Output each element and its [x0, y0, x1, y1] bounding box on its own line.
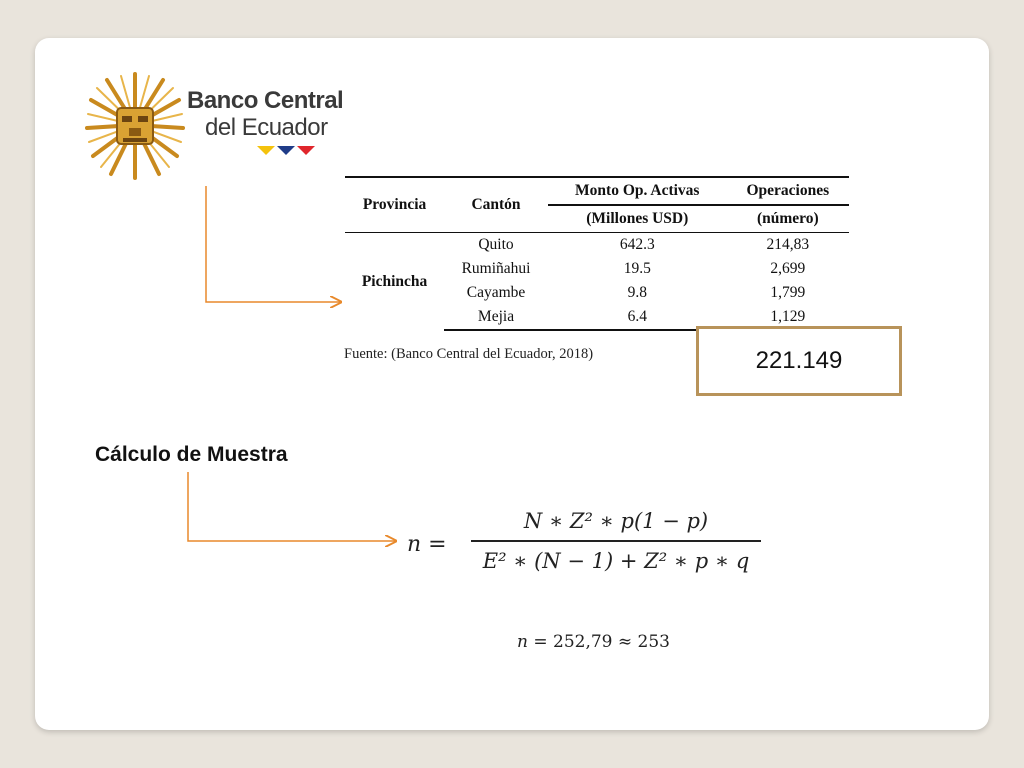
- formula-numerator: N ∗ Z² ∗ p(1 − p): [523, 509, 709, 533]
- header-operaciones: Operaciones: [746, 182, 830, 199]
- cell-canton: Quito: [478, 236, 514, 253]
- formula-lhs: n =: [407, 532, 447, 557]
- result-value: = 252,79 ≈ 253: [527, 632, 670, 652]
- cell-canton: Mejia: [444, 305, 548, 330]
- cell-operaciones: 2,699: [770, 260, 806, 277]
- formula-fraction: [471, 506, 761, 576]
- logo-subtitle: del Ecuador: [205, 114, 328, 141]
- section-title: Cálculo de Muestra: [95, 443, 288, 466]
- total-box: [696, 326, 902, 396]
- header-canton: Cantón: [444, 177, 548, 233]
- arrow-to-table: [206, 186, 341, 302]
- result-variable: n: [517, 632, 528, 652]
- formula-denominator: E² ∗ (N − 1) + Z² ∗ p ∗ q: [482, 548, 750, 573]
- sample-result: [517, 632, 670, 652]
- logo-title: Banco Central: [187, 87, 344, 114]
- header-monto: Monto Op. Activas: [575, 182, 700, 199]
- cell-operaciones: 214,83: [766, 236, 810, 253]
- cell-monto: 6.4: [548, 305, 727, 330]
- cell-canton: Cayambe: [466, 284, 526, 301]
- header-operaciones-unit: (número): [727, 205, 849, 233]
- cell-operaciones: 1,129: [727, 305, 849, 330]
- header-provincia: Provincia: [345, 177, 444, 233]
- arrow-to-formula: [188, 472, 396, 541]
- table-row: [345, 233, 849, 258]
- cell-monto: 19.5: [623, 260, 651, 277]
- cell-operaciones: 1,799: [770, 284, 806, 301]
- cell-canton: Rumiñahui: [461, 260, 531, 277]
- operations-table: [345, 176, 849, 331]
- total-value: 221.149: [755, 347, 843, 374]
- cell-monto: 9.8: [627, 284, 647, 301]
- cell-provincia: Pichincha: [361, 272, 428, 290]
- slide: [35, 38, 989, 730]
- cell-monto: 642.3: [619, 236, 655, 253]
- fraction-bar: [471, 540, 761, 542]
- header-monto-unit: (Millones USD): [548, 205, 727, 233]
- table-source: Fuente: (Banco Central del Ecuador, 2018): [344, 346, 594, 362]
